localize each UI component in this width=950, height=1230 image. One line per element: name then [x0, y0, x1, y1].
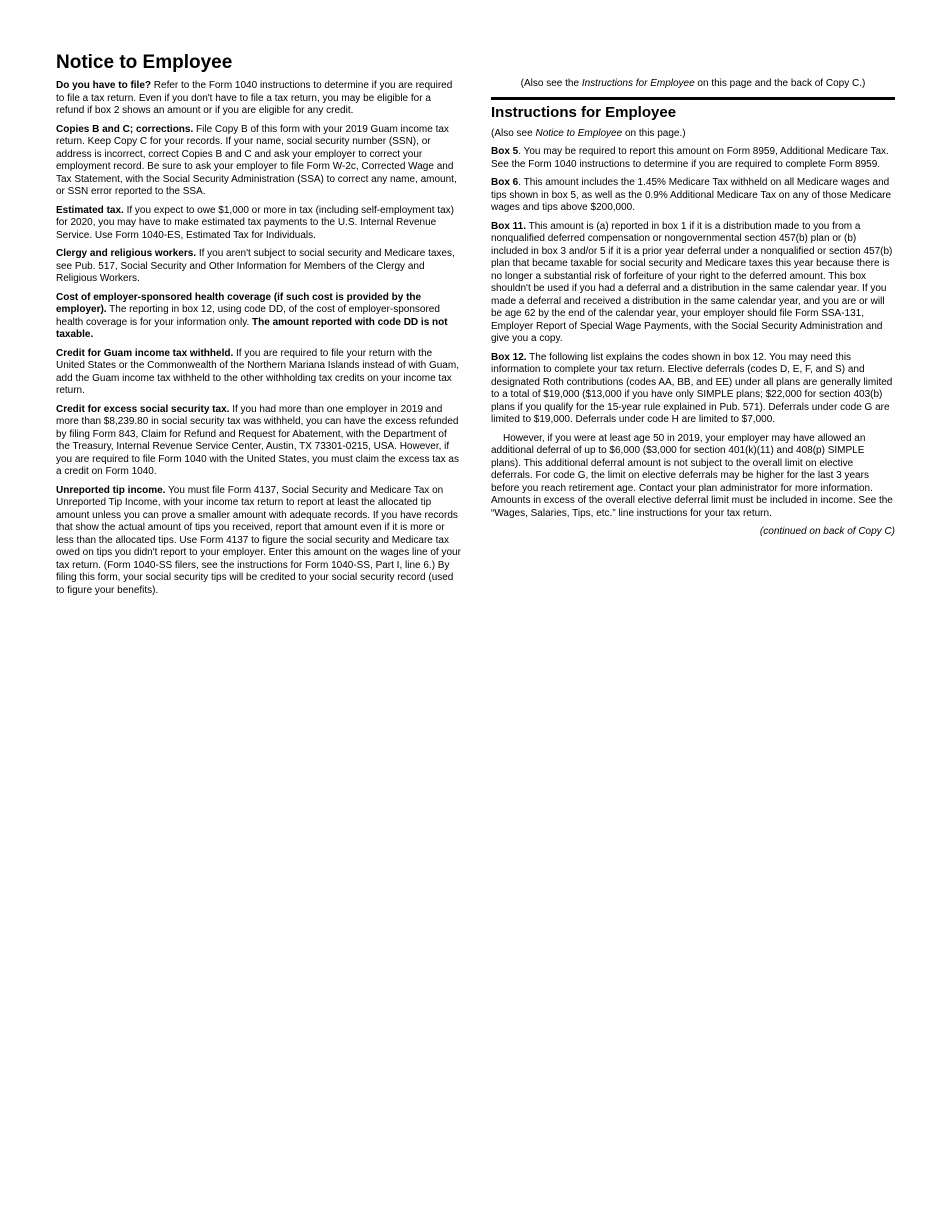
- notice-section-excess-ss-tax: [56, 404, 461, 479]
- section-heading: Copies B and C; corrections.: [56, 123, 194, 135]
- notice-section-guam-credit: [56, 348, 461, 398]
- section-heading: Unreported tip income.: [56, 484, 166, 496]
- section-text: If you are required to file your return with the United States or the Commonwealth of the Northern Mariana Islands instead of with Guam, add the Guam income tax withheld to the other withholding tax credits on your income tax return.: [56, 347, 459, 396]
- box-6-instruction: [491, 177, 895, 215]
- see-also-text: (Also see: [491, 127, 536, 139]
- notice-section-estimated-tax: [56, 205, 461, 243]
- section-text: If you aren't subject to social security and Medicare taxes, see Pub. 517, Social Security and Other Information for Members of the Clergy and Religious Workers.: [56, 248, 455, 284]
- box-heading: Box 11.: [491, 220, 527, 232]
- section-divider: [491, 97, 895, 100]
- box-11-instruction: [491, 221, 895, 346]
- box-5-instruction: [491, 146, 895, 171]
- section-heading: Credit for Guam income tax withheld.: [56, 347, 234, 359]
- section-text: If you had more than one employer in 2019 and more than $8,239.80 in social security tax was withheld, you can have the excess refunded by filing Form 843, Claim for Refund and Request for Abatement, with the Department of the Treasury, Internal Revenue Service Center, Austin, TX 73301-0215, USA. However, if you are required to file Form 1040 with the United States, you must claim the excess tax as a credit on Form 1040.: [56, 403, 459, 477]
- box-12-instruction: [491, 352, 895, 427]
- box-text: The following list explains the codes shown in box 12. You may need this information to complete your tax return. Elective deferrals (codes D, E, F, and S) and designated Roth contributions (codes AA, BB, and EE) under all plans are generally limited to a total of $19,000 ($13,000 if you have only SIMPLE plans; $22,000 for section 403(b) plans if you qualify for the 15-year rule explained in Pub. 571). Deferrals under code G are limited to $19,000. Deferrals under code H are limited to $7,000.: [491, 351, 893, 425]
- section-heading: Cost of employer-sponsored health coverage (if such cost is provided by the employer).: [56, 291, 422, 315]
- section-heading: Clergy and religious workers.: [56, 248, 197, 259]
- section-text: You must file Form 4137, Social Security and Medicare Tax on Unreported Tip Income, with your income tax return to report at least the allocated tip amount unless you can prove a smaller amount with adequate records. If you have records that show the actual amount of tips you received, report that amount even if it is more or less than the allocated tips. Use Form 4137 to figure the social security and Medicare tax owed on tips you didn't report to your employer. Enter this amount on the wages line of your tax return. (Form 1040-SS filers, see the instructions for Form 1040-SS, Part I, line 6.) By filing this form, your social security tips will be credited to your social security record (used to figure your benefits).: [56, 484, 461, 596]
- notice-section-corrections: [56, 124, 461, 199]
- box-heading: Box 5: [491, 146, 519, 157]
- section-heading: Do you have to file?: [56, 80, 152, 91]
- see-also-text-end: on this page.): [622, 127, 686, 139]
- box-heading: Box 6: [491, 177, 519, 188]
- top-note: [491, 78, 895, 91]
- section-text: Refer to the Form 1040 instructions to determine if you are required to file a tax return. Even if you don't have to file a tax return, you may be eligible for a refund if box 2 shows an amount or if you are eligible for any credit.: [56, 80, 453, 116]
- section-bold-note: The amount reported with code DD is not taxable.: [56, 316, 448, 340]
- notice-section-health-coverage: [56, 292, 461, 342]
- instructions-title: Instructions for Employee: [491, 103, 677, 121]
- notice-section-clergy: [56, 248, 461, 286]
- see-also-note: [491, 128, 895, 141]
- box-heading: Box 12.: [491, 351, 527, 363]
- notice-section-tip-income: [56, 485, 461, 598]
- section-text: If you expect to owe $1,000 or more in tax (including self-employment tax) for 2020, you may have to make estimated tax payments to the U.S. Internal Revenue Service. Use Form 1040-ES, Estimated Tax for Individuals.: [56, 204, 454, 241]
- section-heading: Estimated tax.: [56, 204, 124, 216]
- top-note-text-end: on this page and the back of Copy C.): [694, 78, 866, 89]
- top-note-text: (Also see the: [520, 78, 582, 89]
- age-50-paragraph: However, if you were at least age 50 in 2019, your employer may have allowed an additional deferral of up to $6,000 ($3,000 for section 401(k)(11) and 408(p) SIMPLE plans). This additional deferral amount is not subject to the overall limit on elective deferrals. For code G, the limit on elective deferrals may be higher for the last 3 years before you reach retirement age. Contact your plan administrator for more information. Amounts in excess of the overall elective deferral limit must be included in income. See the “Wages, Salaries, Tips, etc.” line instructions for your tax return.: [491, 432, 893, 519]
- section-text: The reporting in box 12, using code DD, of the cost of employer-sponsored health coverage is for your information only.: [56, 304, 440, 328]
- notice-title: Notice to Employee: [56, 52, 233, 73]
- continued-note: (continued on back of Copy C): [759, 526, 895, 537]
- section-heading: Credit for excess social security tax.: [56, 403, 230, 415]
- instructions-column: [491, 78, 895, 549]
- section-text: File Copy B of this form with your 2019 Guam income tax return. Keep Copy C for your records. If your name, social security number (SSN), or address is incorrect, correct Copies B and C and ask your employer to correct your employment record. Be sure to ask your employer to file Form W-2c, Corrected Wage and Tax Statement, with the Social Security Administration (SSA) to correct any name, amount, or SSN error reported to the SSA.: [56, 123, 457, 197]
- see-also-italic: Notice to Employee: [535, 127, 623, 139]
- box-text: This amount is (a) reported in box 1 if it is a distribution made to you from a nonqualified deferred compensation or nongovernmental section 457(b) plan or (b) included in box 3 and/or 5 if it is a prior year deferral under a nonqualified or section 457(b) plan that became taxable for social security and Medicare taxes this year because there is no longer a substantial risk of forfeiture of your right to the deferred amount. This box shouldn't be used if you had a deferral and a distribution in the same calendar year. If you made a deferral and received a distribution in the same calendar year, and you are or will be age 62 by the end of the calendar year, your employer should file Form SSA-131, Employer Report of Special Wage Payments, with the Social Security Administration and give you a copy.: [491, 220, 893, 344]
- notice-section-file: [56, 80, 461, 118]
- notice-column: [56, 52, 461, 603]
- box-text: . This amount includes the 1.45% Medicare Tax withheld on all Medicare wages and tips shown in box 5, as well as the 0.9% Additional Medicare Tax on any of those Medicare wages and tips above $200,000.: [491, 177, 892, 213]
- box-text: . You may be required to report this amount on Form 8959, Additional Medicare Tax. See the Form 1040 instructions to determine if you are required to complete Form 8959.: [491, 146, 889, 170]
- top-note-italic: Instructions for Employee: [581, 78, 695, 89]
